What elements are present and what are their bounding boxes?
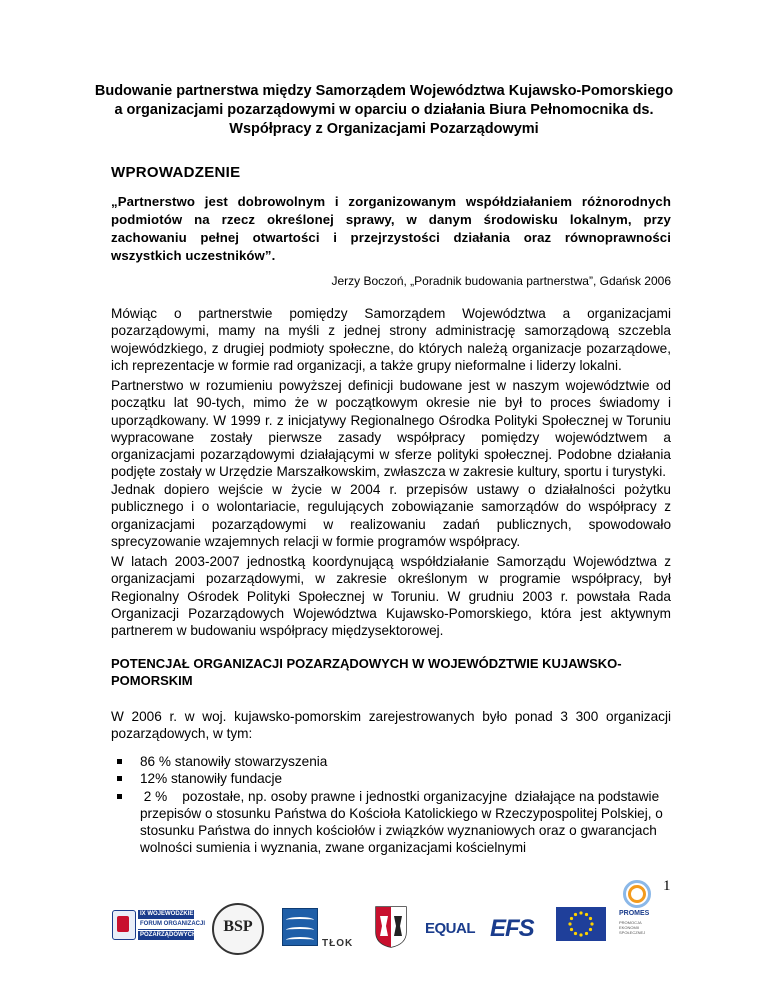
bullet-list — [111, 753, 671, 857]
paragraph: W latach 2003-2007 jednostką koordynującą współdziałanie Samorządu Województwa z organizacjami pozarządowymi, w zakresie określonym w programie współpracy, był Regionalny Ośrodek Polityki Społecznej w Toruniu. W grudniu 2003 r. powstała Rada Organizacji Pozarządowych Województwa Kujawsko-Pomorskiego, która jest aktywnym partnerem w budowaniu współpracy międzysektorowej. — [111, 554, 671, 639]
quote-source: Jerzy Boczoń, „Poradnik budowania partnerstwa”, Gdańsk 2006 — [331, 274, 671, 288]
list-item: 86 % stanowiły stowarzyszenia — [111, 753, 671, 770]
bullet-square-icon — [117, 776, 122, 781]
paragraph: Partnerstwo w rozumieniu powyższej definicji budowane jest w naszym województwie od początku lat 90-tych, mimo że w początkowym okresie nie był to proces świadomy i uporządkowany. W 1999 r. z inicjatywy Regionalnego Ośrodka Polityki Społecznej w Toruniu wypracowane zostały pierwsze zasady współpracy pomiędzy województwem a organizacjami pozarządowymi działającymi w sferze polityki społecznej. Podobne działania podjęte zostały w Urzędzie Marszałkowskim, zwłaszcza w zakresie kultury, sportu i turystyki. — [111, 378, 671, 480]
paragraph: Jednak dopiero wejście w życie w 2004 r. przepisów ustawy o działalności pożytku publicznego i o wolontariacie, regulujących zobowiązanie samorządów do współpracy z organizacjami pozarządowymi w realizowaniu zadań publicznych, spowodowało sprecyzowanie wzajemnych relacji w formie programów współpracy. — [111, 482, 671, 549]
paragraph: Mówiąc o partnerstwie pomiędzy Samorządem Województwa a organizacjami pozarządowymi, mamy na myśli z jednej strony administrację samorządową szczebla wojewódzkiego, z drugiej podmioty społeczne, do których należą organizacje pozarządowe, ich reprezentacje w formie rad organizacji, a także grupy nieformalne i liderzy lokalni. — [111, 306, 671, 373]
bsp-seal-logo: BSP — [212, 903, 264, 955]
efs-logo: EFS — [490, 915, 534, 942]
potential-heading: POTENCJAŁ ORGANIZACJI POZARZĄDOWYCH W WOJEWÓDZTWIE KUJAWSKO-POMORSKIM — [111, 656, 622, 688]
tlok-logo: TŁOK — [322, 938, 354, 949]
list-item: 2 % pozostałe, np. osoby prawne i jednostki organizacyjne działające na podstawie przepisów o stosunku Państwa do Kościoła Katolickiego w Rzeczypospolitej Polskiej, o stosunku Państwa do innych kościołów i związków wyznaniowych oraz o gwarancjach wolności sumienia i wyznania, zwane organizacjami kościelnymi — [111, 788, 671, 857]
page-number: 1 — [663, 878, 671, 894]
intro-heading: WPROWADZENIE — [111, 164, 241, 181]
forum-badge-icon — [112, 910, 136, 940]
equal-logo: EQUAL — [425, 920, 475, 937]
document-title: Budowanie partnerstwa między Samorządem Województwa Kujawsko-Pomorskiego a organizacjami pozarządowymi w oparciu o działania Biura Pełnomocnika ds. Współpracy z Organizacjami Pozarządowymi — [94, 83, 674, 137]
list-item: 12% stanowiły fundacje — [111, 770, 671, 787]
bullet-square-icon — [117, 794, 122, 799]
coat-of-arms-icon — [375, 906, 407, 948]
waves-logo-icon — [282, 908, 318, 946]
promes-logo: PROMES PROMOCJA EKONOMII SPOŁECZNEJ — [619, 880, 657, 946]
paragraph: W 2006 r. w woj. kujawsko-pomorskim zarejestrowanych było ponad 3 300 organizacji pozarządowych, w tym: — [111, 709, 671, 742]
quote: „Partnerstwo jest dobrowolnym i zorganizowanym współdziałaniem różnorodnych podmiotów na rzecz określonej sprawy, w danym środowisku lokalnym, przy zachowaniu pełnej otwartości i przejrzystości działania oraz równoprawności wszystkich uczestników”. — [111, 194, 671, 263]
forum-logo: IX WOJEWÓDZKIE FORUM ORGANIZACJI POZARZĄDOWYCH — [112, 904, 194, 948]
bullet-square-icon — [117, 759, 122, 764]
eu-flag-icon — [556, 907, 606, 941]
